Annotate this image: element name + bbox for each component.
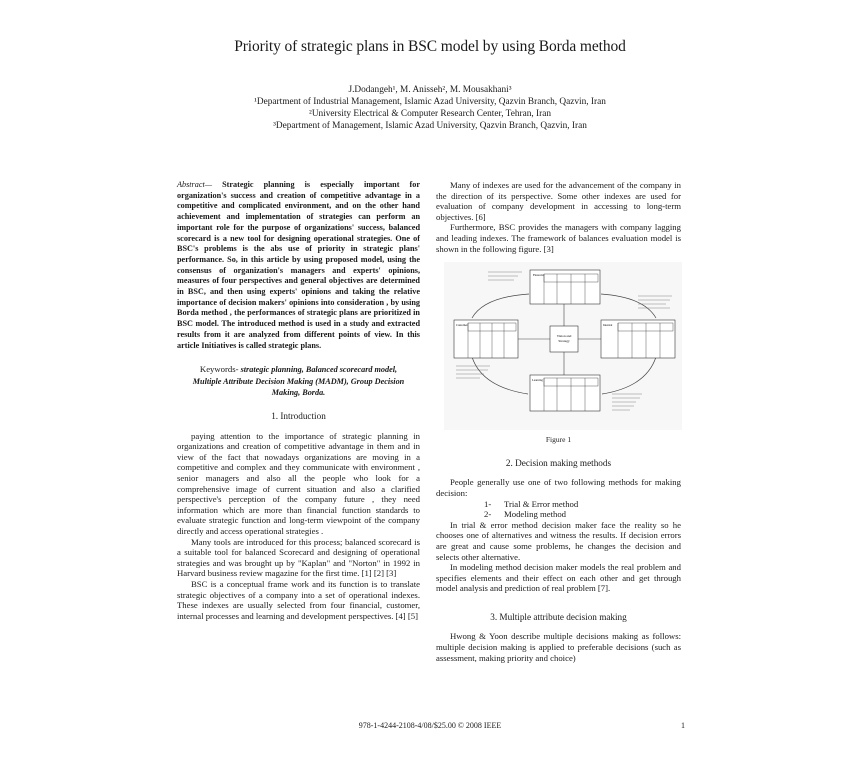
abstract-body: Strategic planning is especially important for organization's success and creation of competitive advantage in a competitive and complicated environment, and on the other hand achievement and implementation of strategies can perform an important role for the purpose of organizations' success, balanced scorecard is a new tool for designing operational strategies. One of BSC's problems is the abs use of priority in strategic plans' performance. So, in this article by using proposed model, using the consensus of organization's managers and experts' opinions, measures of four perspectives and general objectives are determined in BSC, and then using experts' opinions and taking the relative importance of decision makers' opinions into consideration , by using Borda method , the performances of strategic plans are prioritized in BSC model. The introduced method is used in a study and extracted results from it are analyzed from different points of view. In this article Initiatives is called strategic plans.: [177, 180, 420, 350]
bsc-diagram: [444, 262, 682, 430]
customer-perspective: [454, 320, 518, 358]
decision-paragraph-1: People generally use one of two following methods for making decision:: [436, 477, 681, 498]
arc-top-right: [601, 294, 656, 318]
arc-bottom-right: [602, 357, 656, 394]
section-heading-madm: 3. Multiple attribute decision making: [490, 611, 627, 622]
page-number: 1: [681, 721, 685, 730]
intro-paragraph-3: BSC is a conceptual frame work and its function is to translate strategic objectives of a company into a set of operational indexes. These indexes are usually selected from four financial, customer, internal processes and learning and development perspectives. [4] [5]: [177, 578, 420, 621]
left-column: [177, 180, 420, 621]
author-names: J.Dodangeh¹, M. Anisseh², M. Mousakhani³: [348, 85, 512, 95]
keywords-label: Keywords-: [199, 364, 239, 375]
paper-title: Priority of strategic plans in BSC model by using Borda method: [234, 38, 626, 55]
affiliation-3: ³Department of Management, Islamic Azad University, Qazvin Branch, Qazvin, Iran: [273, 121, 587, 131]
section-heading-decision: 2. Decision making methods: [505, 457, 612, 468]
vision-label: Vision and: [556, 334, 572, 339]
affiliation-1: ¹Department of Industrial Management, Islamic Azad University, Qazvin Branch, Qazvin, Iran: [254, 97, 606, 107]
abstract: [177, 180, 420, 351]
decision-paragraph-2: In trial & error method decision maker face the reality so he chooses one of alternatives and witness the results. If decision errors are great and cause some problems, he changes the decision and selects other alternative.: [436, 519, 681, 562]
learning-growth-perspective: [530, 375, 600, 411]
intro-paragraph-1: paying attention to the importance of strategic planning in organizations and creation of competitive advantage in them and in view of the fact that nowadays organizations are moving in a competitive and complex and they communicate with environment , senior managers and also all the people who look for a comprehensive image of current situation and also a clarified perspective's perception of the company future , they need information which are more than financial function standards to evaluate strategic function and long-term viewpoint of the company directly and access operational strategies .: [177, 430, 420, 536]
intro-paragraph-2: Many tools are introduced for this process; balanced scorecard is a suitable tool for balanced Scorecard and designing of operational strategies and was brought up by "Kaplan" and "Norton" in 1992 in Harvard business review magazine for the first time. [1] [2] [3]: [177, 536, 420, 579]
keywords: [185, 364, 412, 399]
section-heading-intro: 1. Introduction: [271, 411, 326, 422]
method-list-item-1: 1- Trial & Error method: [484, 498, 579, 509]
figure-caption: Figure 1: [545, 435, 572, 445]
internal-process-perspective: [601, 320, 675, 358]
madm-paragraph-1: Hwong & Yoon describe multiple decisions making as follows: multiple decision making is applied to preferable decisions (such as assessment, making priority and choice): [436, 631, 681, 663]
right-paragraph-2: Furthermore, BSC provides the managers with company lagging and leading indexes. The framework of balances evaluation model is shown in the following figure. [3]: [436, 222, 681, 254]
arc-bottom-left: [472, 357, 528, 394]
financial-perspective: [530, 270, 600, 304]
method-list-item-2: 2- Modeling method: [484, 509, 567, 520]
svg-text:Learning: Learning: [532, 378, 543, 383]
svg-text:Financial: Financial: [533, 273, 545, 278]
bsc-figure: [444, 262, 682, 430]
abstract-lead: Abstract—: [177, 180, 213, 189]
copyright-footer: 978-1-4244-2108-4/08/$25.00 © 2008 IEEE: [358, 721, 502, 730]
right-paragraph-1: Many of indexes are used for the advancement of the company in the direction of its perspective. Some other indexes are used for evaluation of company development in accessing to long-term objectives. [6]: [436, 180, 681, 222]
svg-text:Internal: Internal: [603, 323, 613, 328]
arc-top-left: [472, 294, 529, 318]
affiliation-2: ²University Electrical & Computer Research Center, Tehran, Iran: [309, 109, 551, 119]
svg-text:Customer: Customer: [456, 323, 468, 328]
right-column: [436, 180, 681, 663]
keywords-text: strategic planning, Balanced scorecard model, Multiple Attribute Decision Making (MADM), Group Decision Making, Borda.: [192, 365, 405, 398]
decision-paragraph-3: In modeling method decision maker models the real problem and specifies elements and their effect on each other and get through model analysis and prediction of real problem [7].: [436, 562, 681, 594]
strategy-label: Strategy: [558, 339, 570, 344]
author-block: [0, 84, 860, 132]
